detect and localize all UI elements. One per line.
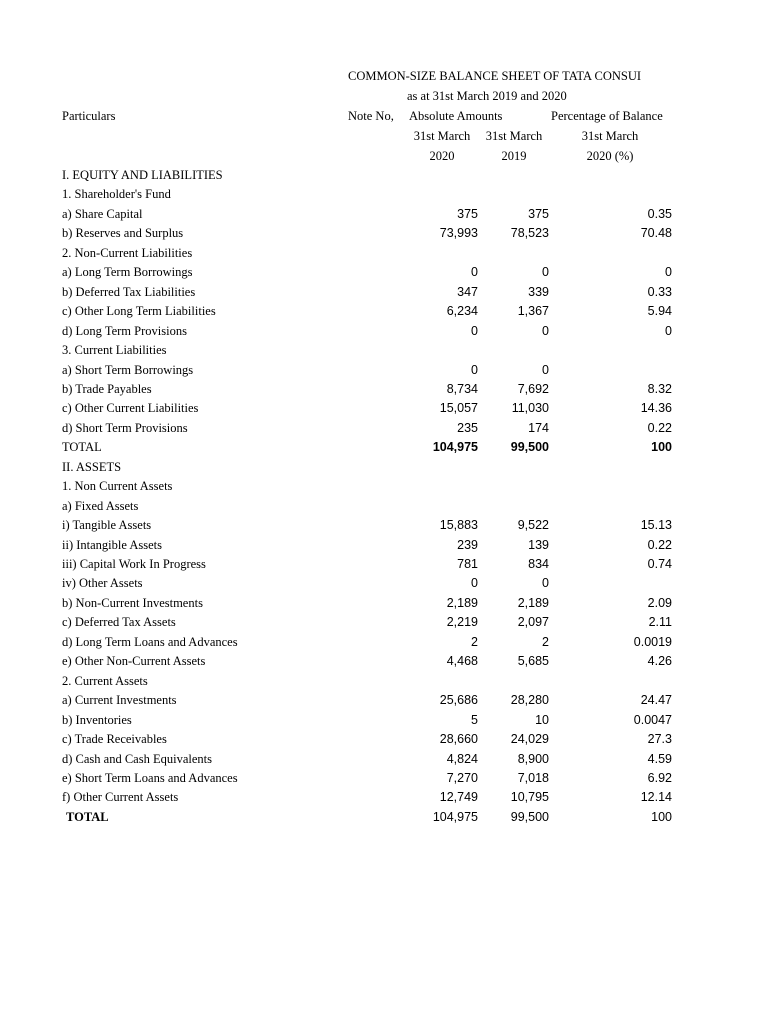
table-row [0, 536, 768, 556]
value-percentage: 2.11 [648, 615, 672, 630]
value-2020: 6,234 [446, 304, 478, 319]
row-label: 2. Non-Current Liabilities [62, 245, 193, 260]
value-2020: 8,734 [446, 381, 478, 396]
row-label: f) Other Current Assets [62, 790, 179, 805]
table-row [0, 380, 768, 400]
value-2019: 139 [528, 537, 549, 552]
row-label: b) Inventories [62, 712, 132, 727]
value-2020: 4,468 [446, 654, 478, 669]
col-2020-header-line2: 2020 [429, 149, 455, 163]
value-percentage: 24.47 [640, 693, 672, 708]
row-label: c) Deferred Tax Assets [62, 615, 176, 630]
value-2019: 0 [542, 323, 549, 338]
row-label: d) Short Term Provisions [62, 420, 188, 435]
value-percentage: 15.13 [640, 518, 672, 533]
value-2019: 5,685 [517, 654, 549, 669]
value-2019: 11,030 [511, 401, 549, 416]
particulars-header: Particulars [62, 109, 116, 123]
table-row [0, 458, 768, 478]
table-row [0, 166, 768, 186]
value-percentage: 0.0047 [633, 712, 672, 727]
value-2020: 28,660 [439, 732, 478, 747]
row-label: b) Non-Current Investments [62, 595, 203, 610]
row-label: II. ASSETS [62, 459, 122, 474]
col-pct-header-line1: 31st March [581, 129, 639, 143]
row-label: d) Cash and Cash Equivalents [62, 751, 212, 766]
value-percentage: 0.0019 [633, 634, 672, 649]
table-row [0, 399, 768, 419]
row-label: 1. Shareholder's Fund [62, 187, 171, 202]
table-row [0, 691, 768, 711]
absolute-amounts-header: Absolute Amounts [409, 109, 503, 123]
value-2019: 78,523 [510, 226, 549, 241]
row-label: d) Long Term Loans and Advances [62, 634, 238, 649]
row-label: 3. Current Liabilities [62, 343, 167, 358]
value-2019: 0 [542, 265, 549, 280]
value-2019: 2,189 [517, 595, 549, 610]
sheet-title: COMMON-SIZE BALANCE SHEET OF TATA CONSUI [348, 69, 642, 83]
value-2020: 2,219 [446, 615, 478, 630]
value-percentage: 14.36 [640, 401, 672, 416]
row-label: c) Other Current Liabilities [62, 401, 199, 416]
table-row [0, 205, 768, 225]
value-2020: 347 [457, 284, 478, 299]
row-label: c) Trade Receivables [62, 732, 167, 747]
value-2020: 0 [471, 265, 478, 280]
row-label: e) Other Non-Current Assets [62, 654, 206, 669]
row-label: b) Trade Payables [62, 381, 152, 396]
value-2019: 1,367 [517, 304, 549, 319]
table-row [0, 283, 768, 303]
table-row [0, 244, 768, 264]
table-row [0, 613, 768, 633]
col-2019-header-line2: 2019 [501, 149, 527, 163]
table-row [0, 594, 768, 614]
value-2020: 15,883 [439, 518, 478, 533]
value-percentage: 100 [651, 809, 672, 824]
value-2020: 375 [457, 206, 478, 221]
table-row [0, 516, 768, 536]
row-label: b) Deferred Tax Liabilities [62, 284, 196, 299]
value-2019: 9,522 [517, 518, 549, 533]
table-row [0, 477, 768, 497]
row-label: a) Long Term Borrowings [62, 265, 193, 280]
table-row [0, 224, 768, 244]
value-2019: 0 [542, 362, 549, 377]
value-2019: 10,795 [510, 790, 549, 805]
value-percentage: 12.14 [640, 790, 672, 805]
table-row [0, 361, 768, 381]
value-2019: 8,900 [517, 751, 549, 766]
row-label: iv) Other Assets [62, 576, 143, 591]
value-2019: 24,029 [510, 732, 549, 747]
table-row [0, 438, 768, 458]
value-2019: 339 [528, 284, 549, 299]
note-no-header: Note No, [348, 109, 394, 123]
table-row [0, 497, 768, 517]
row-label: 2. Current Assets [62, 673, 148, 688]
value-2020: 4,824 [446, 751, 478, 766]
table-row [0, 185, 768, 205]
value-percentage: 0 [665, 323, 672, 338]
row-label: ii) Intangible Assets [62, 537, 162, 552]
value-2019: 99,500 [510, 440, 549, 455]
row-label: TOTAL [62, 440, 102, 455]
value-percentage: 0.74 [647, 557, 672, 571]
value-percentage: 0.35 [647, 206, 672, 221]
row-label: a) Short Term Borrowings [62, 362, 194, 377]
value-2020: 0 [471, 576, 478, 591]
value-percentage: 8.32 [647, 381, 672, 396]
table-row [0, 633, 768, 653]
table-row [0, 711, 768, 731]
table-row [0, 652, 768, 672]
value-2020: 781 [457, 557, 478, 571]
value-2019: 2,097 [517, 615, 549, 630]
table-row [0, 769, 768, 789]
value-2019: 0 [542, 576, 549, 591]
row-label: a) Current Investments [62, 693, 177, 708]
row-label: 1. Non Current Assets [62, 479, 173, 494]
value-percentage: 27.3 [647, 732, 672, 747]
value-2019: 375 [528, 206, 549, 221]
table-row [0, 672, 768, 692]
value-2020: 2,189 [446, 595, 478, 610]
row-label: a) Share Capital [62, 206, 143, 221]
table-row [0, 574, 768, 594]
col-2020-header-line1: 31st March [413, 129, 471, 143]
value-percentage: 100 [651, 440, 672, 455]
table-row [0, 808, 768, 828]
col-pct-header-line2: 2020 (%) [586, 149, 634, 163]
row-label: e) Short Term Loans and Advances [62, 770, 238, 785]
value-2019: 834 [528, 557, 549, 571]
table-row [0, 788, 768, 808]
value-2020: 0 [471, 323, 478, 338]
value-2020: 25,686 [439, 693, 478, 708]
value-2020: 5 [471, 712, 478, 727]
sheet-subtitle: as at 31st March 2019 and 2020 [407, 89, 567, 103]
value-2020: 2 [471, 634, 478, 649]
value-percentage: 5.94 [647, 304, 672, 319]
table-row [0, 322, 768, 342]
row-label: I. EQUITY AND LIABILITIES [62, 168, 223, 182]
value-2019: 2 [542, 634, 549, 649]
value-percentage: 6.92 [647, 770, 672, 785]
value-2020: 7,270 [446, 770, 478, 785]
row-label: iii) Capital Work In Progress [62, 557, 206, 571]
table-row [0, 750, 768, 770]
value-percentage: 0 [665, 265, 672, 280]
value-percentage: 2.09 [647, 595, 672, 610]
row-label: i) Tangible Assets [62, 518, 152, 533]
value-2019: 7,692 [517, 381, 549, 396]
percentage-header: Percentage of Balance [551, 109, 663, 123]
value-2020: 73,993 [439, 226, 478, 241]
table-row [0, 555, 768, 575]
value-2019: 174 [528, 420, 549, 435]
value-2020: 235 [457, 420, 478, 435]
value-percentage: 0.33 [647, 284, 672, 299]
table-row [0, 730, 768, 750]
value-2019: 28,280 [510, 693, 549, 708]
value-percentage: 0.22 [647, 420, 672, 435]
row-label: b) Reserves and Surplus [62, 226, 184, 241]
table-row [0, 263, 768, 283]
value-2019: 7,018 [517, 770, 549, 785]
value-percentage: 4.59 [647, 751, 672, 766]
value-2020: 0 [471, 362, 478, 377]
value-2019: 99,500 [510, 809, 549, 824]
value-percentage: 70.48 [640, 226, 672, 241]
value-2020: 239 [457, 537, 478, 552]
row-label: d) Long Term Provisions [62, 323, 187, 338]
row-label: c) Other Long Term Liabilities [62, 304, 216, 319]
row-label: TOTAL [66, 809, 109, 824]
row-label: a) Fixed Assets [62, 498, 139, 513]
table-row [0, 341, 768, 361]
value-2020: 15,057 [439, 401, 478, 416]
value-2020: 104,975 [432, 440, 478, 455]
col-2019-header-line1: 31st March [485, 129, 543, 143]
table-row [0, 419, 768, 439]
table-row [0, 302, 768, 322]
value-2020: 12,749 [439, 790, 478, 805]
value-percentage: 4.26 [647, 654, 672, 669]
value-2020: 104,975 [432, 809, 478, 824]
value-2019: 10 [535, 712, 549, 727]
value-percentage: 0.22 [647, 537, 672, 552]
